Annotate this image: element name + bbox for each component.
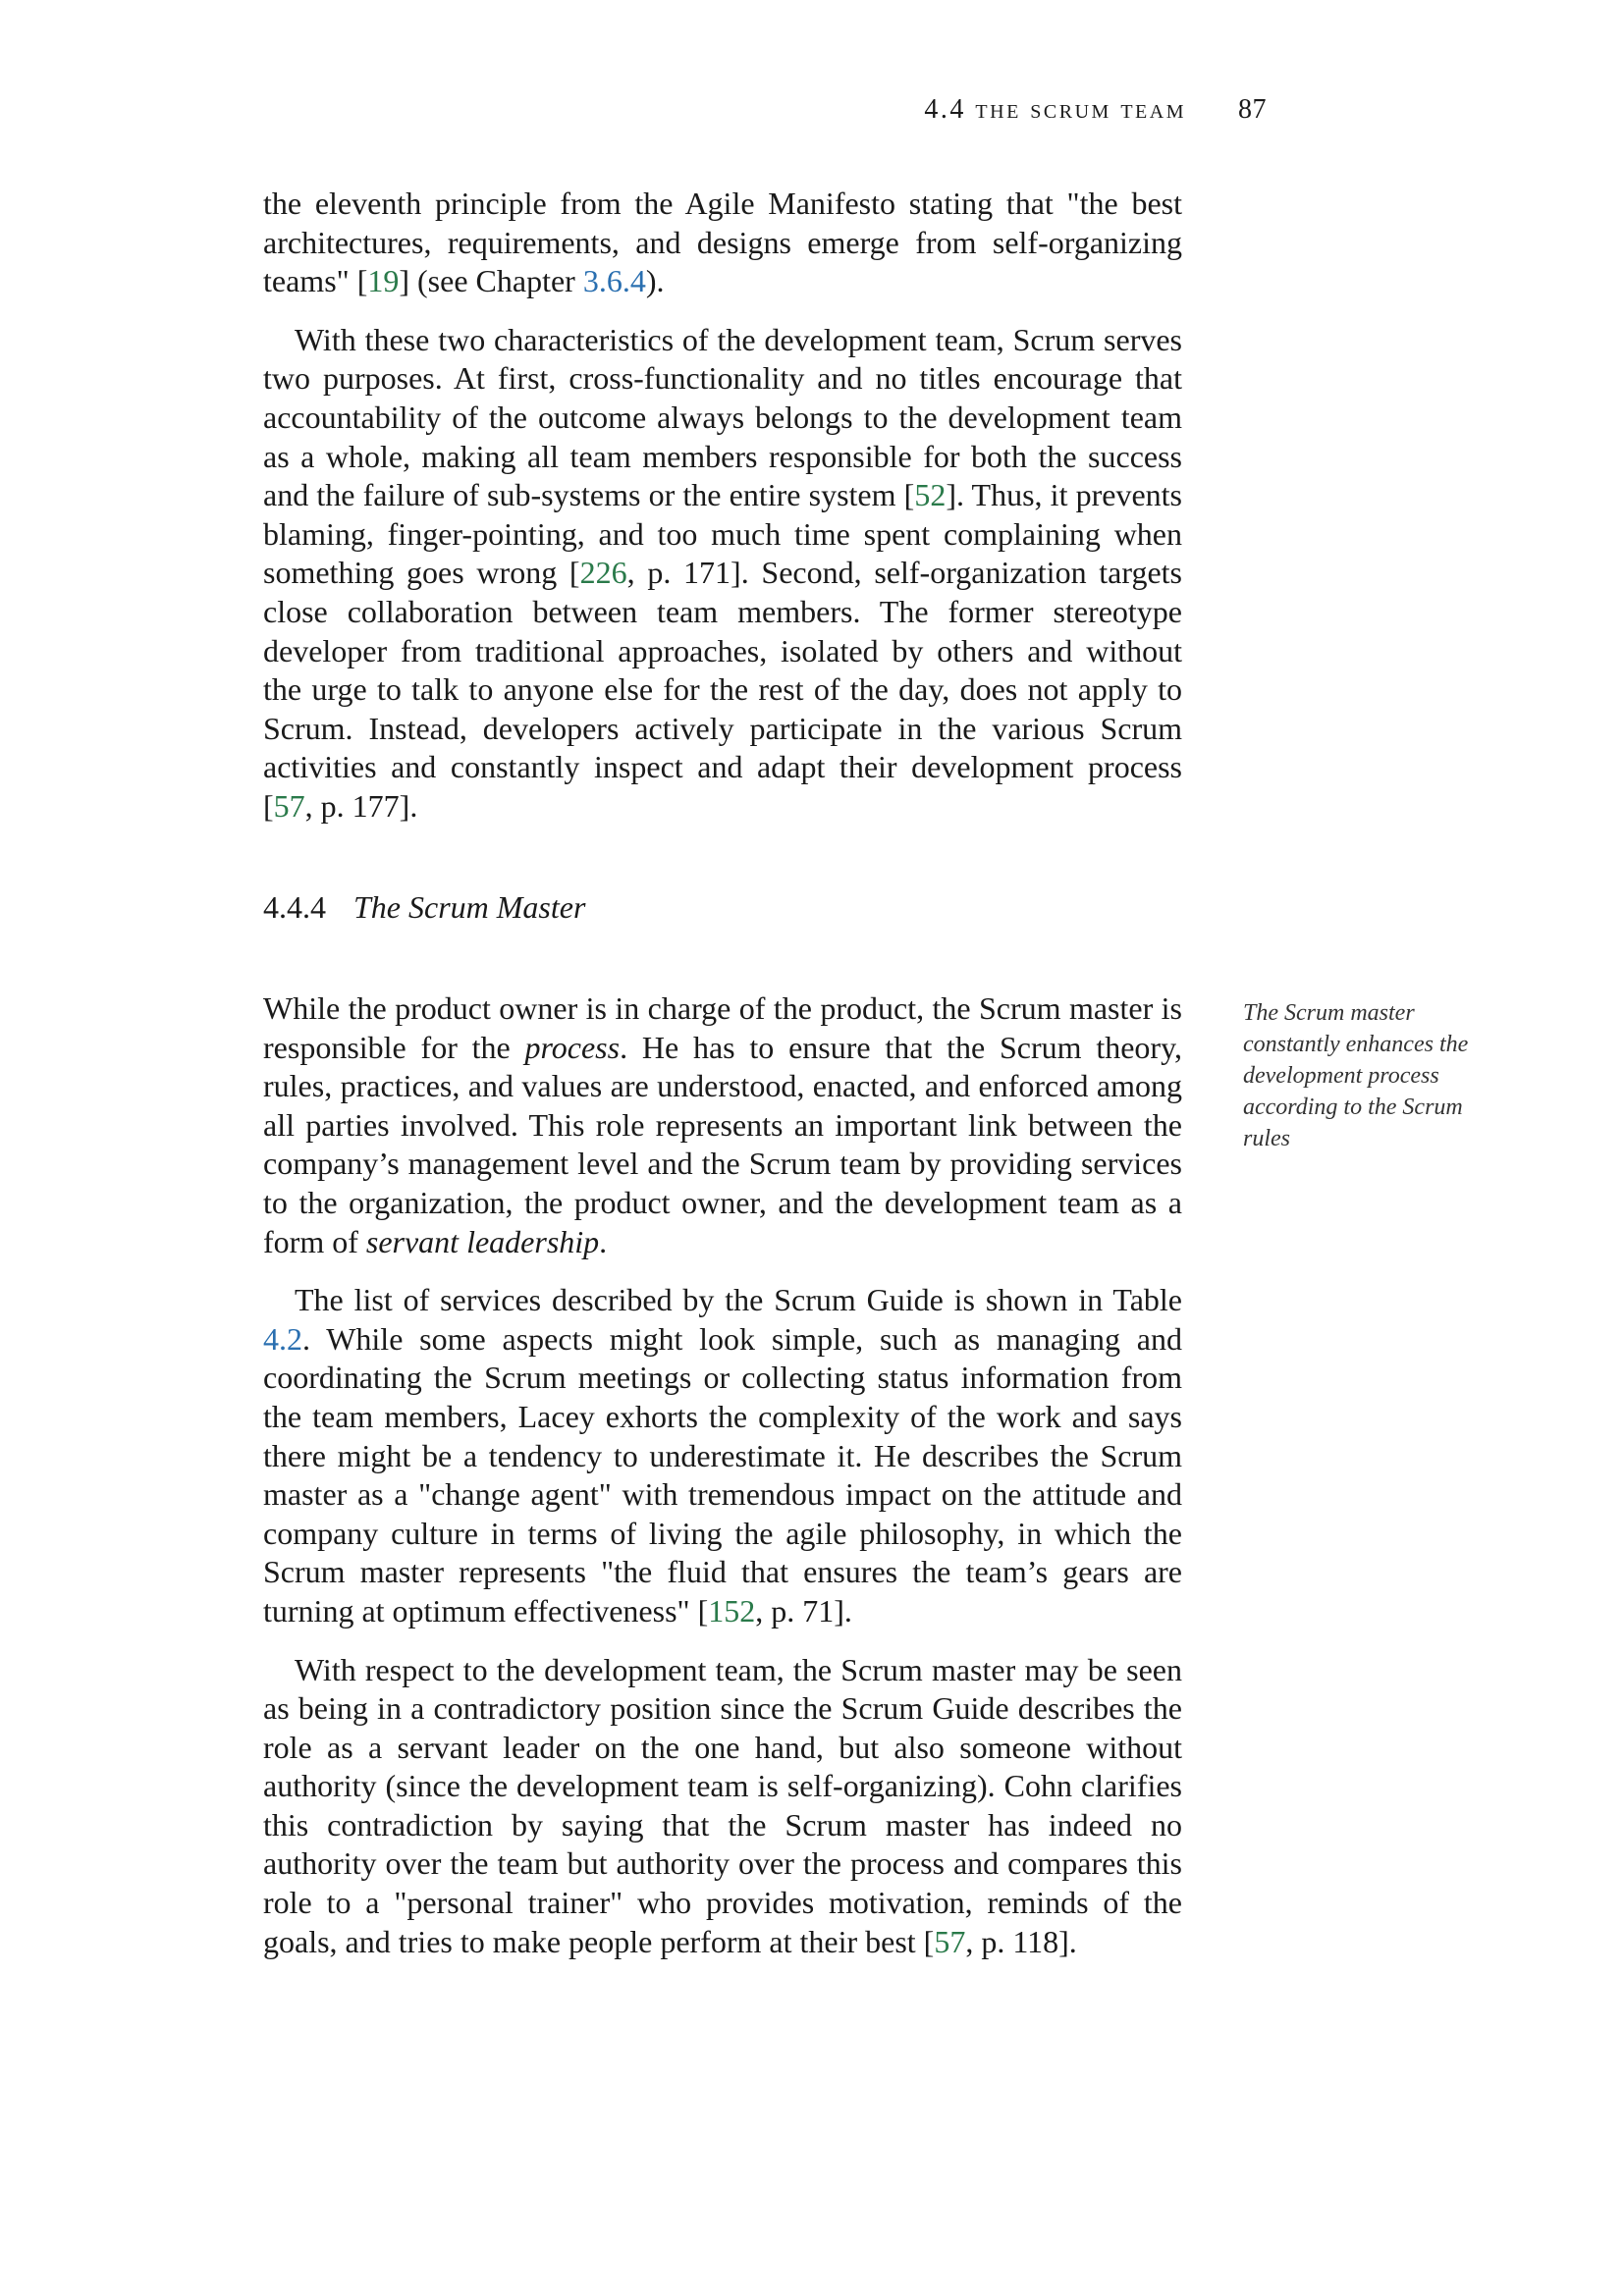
citation-link[interactable]: 52 xyxy=(914,477,947,513)
paragraph: With respect to the development team, the Scrum master may be seen as being in a contradictory position since the Scrum Guide describes the role as a servant leader on the one hand, but also someone without authority (since the development team is self-organizing). Cohn clarifies this contradiction by saying that the Scrum master has indeed no authority over the team but authority over the process and compares this role to a "personal trainer" who provides motivation, reminds of the goals, and tries to make people perform at their best [57, p. 118]. xyxy=(263,1651,1182,1959)
paragraph: With these two characteristics of the development team, Scrum serves two purposes. At first, cross-functionality and no titles encourage that accountability of the outcome always belongs to the development team as a whole, making all team members responsible for both the success and the failure of sub-systems or the entire system [52]. Thus, it prevents blaming, finger-pointing, and too much time spent complaining when something goes wrong [226, p. 171]. Second, self-organization targets close collaboration between team members. The former stereotype developer from traditional approaches, isolated by others and without the urge to talk to anyone else for the rest of the day, does not apply to Scrum. Instead, developers actively participate in the various Scrum activities and constantly inspect and adapt their development process [57, p. 177]. xyxy=(263,321,1183,824)
citation-link[interactable]: 57 xyxy=(934,1923,966,1959)
citation-link[interactable]: 226 xyxy=(579,555,627,591)
paragraph: the eleventh principle from the Agile Manifesto stating that "the best architectures, requirements, and designs emerge from self-organizing teams" [19] (see Chapter 3.6.4). xyxy=(263,186,1182,299)
citation-link[interactable]: 19 xyxy=(367,263,400,299)
chapter-link[interactable]: 3.6.4 xyxy=(582,263,646,299)
citation-link[interactable]: 57 xyxy=(273,787,305,824)
emphasis: servant leadership xyxy=(365,1223,600,1259)
emphasis: process xyxy=(524,1029,621,1065)
running-head-section: 4.4 the scrum team xyxy=(924,94,1186,125)
table-link[interactable]: 4.2 xyxy=(263,1320,302,1357)
paragraph: The list of services described by the Scrum Guide is shown in Table 4.2. While some aspects might look simple, such as managing and coordinating the Scrum meetings or collecting status information from the team members, Lacey exhorts the complexity of the work and says there might be a tendency to underestimate it. He describes the Scrum master as a "change agent" with tremendous impact on the attitude and company culture in terms of living the agile philosophy, in which the Scrum master represents "the fluid that ensures the team’s gears are turning at optimum effectiveness" [152, p. 71]. xyxy=(263,1282,1182,1629)
margin-note: The Scrum master constantly enhances the development process according to the Scrum rules xyxy=(1243,1000,1469,1151)
page-number: 87 xyxy=(1238,94,1267,125)
subsection-number: 4.4.4 xyxy=(263,889,326,925)
main-text-block xyxy=(263,989,1182,1961)
subsection-title: The Scrum Master xyxy=(353,889,586,925)
top-text-block xyxy=(263,185,1182,827)
citation-link[interactable]: 152 xyxy=(708,1592,756,1629)
subsection-heading xyxy=(263,889,585,926)
paragraph: While the product owner is in charge of the product, the Scrum master is responsible for the process. He has to ensure that the Scrum theory, rules, practices, and values are understood, enacted, and enforced among all parties involved. This role represents an important link between the company’s management level and the Scrum team by providing services to the organization, the product owner, and the development team as a form of servant leadership. xyxy=(263,990,1182,1259)
